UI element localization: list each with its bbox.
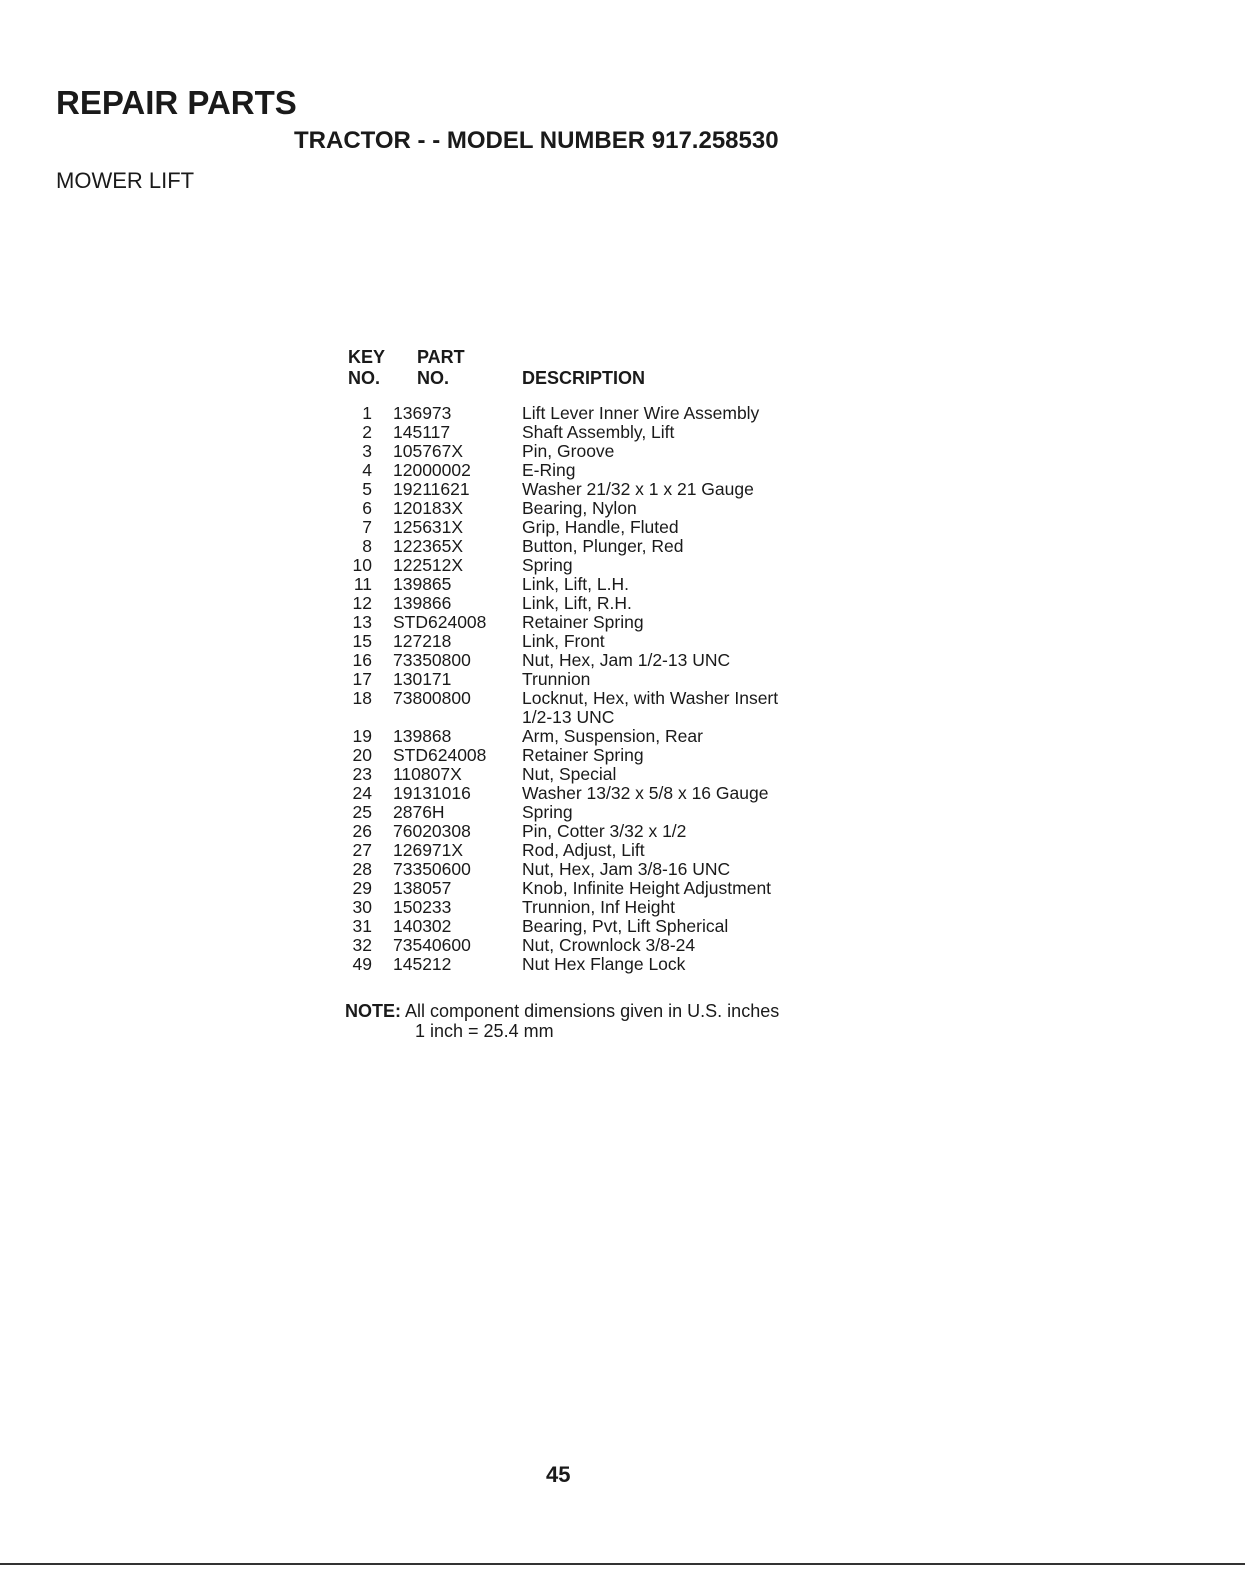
table-row xyxy=(340,556,860,575)
part-key-no: 6 xyxy=(362,498,372,518)
part-key-no: 5 xyxy=(362,479,372,499)
part-description: Link, Front xyxy=(522,631,605,651)
part-description: Bearing, Pvt, Lift Spherical xyxy=(522,916,729,936)
part-description: Nut, Crownlock 3/8-24 xyxy=(522,935,696,955)
part-no: 105767X xyxy=(393,441,464,461)
table-row xyxy=(340,689,860,708)
part-description: Washer 13/32 x 5/8 x 16 Gauge xyxy=(522,783,769,803)
table-row xyxy=(340,708,860,727)
part-description: Washer 21/32 x 1 x 21 Gauge xyxy=(522,479,754,499)
part-key-no: 28 xyxy=(352,859,372,879)
part-description: Locknut, Hex, with Washer Insert xyxy=(522,688,779,708)
part-description: Link, Lift, L.H. xyxy=(522,574,629,594)
key-header-line1: KEY xyxy=(348,347,386,367)
part-description: Rod, Adjust, Lift xyxy=(522,840,645,860)
part-key-no: 16 xyxy=(352,650,372,670)
part-no: STD624008 xyxy=(393,745,487,765)
page-number: 45 xyxy=(546,1462,571,1487)
part-key-no: 8 xyxy=(362,536,372,556)
part-description: Spring xyxy=(522,802,573,822)
part-key-no: 32 xyxy=(352,935,372,955)
table-row xyxy=(340,936,860,955)
part-no: 136973 xyxy=(393,403,452,423)
part-description: 1/2-13 UNC xyxy=(522,707,615,727)
part-no: 127218 xyxy=(393,631,452,651)
part-no: 139865 xyxy=(393,574,452,594)
part-no: 122365X xyxy=(393,536,464,556)
part-key-no: 29 xyxy=(352,878,372,898)
page-title: REPAIR PARTS xyxy=(56,84,297,121)
part-key-no: 23 xyxy=(352,764,372,784)
part-key-no: 25 xyxy=(352,802,372,822)
part-key-no: 15 xyxy=(352,631,372,651)
table-row xyxy=(340,784,860,803)
part-description: Bearing, Nylon xyxy=(522,498,637,518)
bottom-rule xyxy=(0,1563,1245,1565)
part-no: 73800800 xyxy=(393,688,471,708)
table-row xyxy=(340,765,860,784)
part-description: Grip, Handle, Fluted xyxy=(522,517,679,537)
part-key-no: 26 xyxy=(352,821,372,841)
part-key-no: 12 xyxy=(352,593,372,613)
part-key-no: 49 xyxy=(352,954,372,974)
part-no: 126971X xyxy=(393,840,464,860)
part-description: Spring xyxy=(522,555,573,575)
part-key-no: 1 xyxy=(362,403,372,423)
part-no: 110807X xyxy=(393,764,462,784)
part-key-no: 24 xyxy=(352,783,372,803)
part-no: 125631X xyxy=(393,517,464,537)
part-key-no: 27 xyxy=(352,840,372,860)
note-line2: 1 inch = 25.4 mm xyxy=(415,1021,554,1041)
part-key-no: 13 xyxy=(352,612,372,632)
part-key-no: 19 xyxy=(352,726,372,746)
table-row xyxy=(340,860,860,879)
part-key-no: 11 xyxy=(353,574,372,594)
description-header: DESCRIPTION xyxy=(522,368,646,388)
part-header-line2: NO. xyxy=(417,368,450,388)
note xyxy=(345,1001,780,1041)
table-row xyxy=(340,518,860,537)
part-key-no: 10 xyxy=(352,555,372,575)
part-key-no: 3 xyxy=(362,441,372,461)
part-no: 150233 xyxy=(393,897,452,917)
part-key-no: 2 xyxy=(362,422,372,442)
table-row xyxy=(340,575,860,594)
part-header-line1: PART xyxy=(417,347,465,367)
table-row xyxy=(340,917,860,936)
table-row xyxy=(340,746,860,765)
part-no: 12000002 xyxy=(393,460,471,480)
table-row xyxy=(340,461,860,480)
table-row xyxy=(340,879,860,898)
table-row xyxy=(340,613,860,632)
part-key-no: 31 xyxy=(352,916,372,936)
key-header-line2: NO. xyxy=(348,368,381,388)
part-description: Retainer Spring xyxy=(522,745,644,765)
part-no: 2876H xyxy=(393,802,445,822)
part-no: 76020308 xyxy=(393,821,471,841)
part-key-no: 7 xyxy=(362,517,372,537)
part-description: E-Ring xyxy=(522,460,576,480)
part-description: Lift Lever Inner Wire Assembly xyxy=(522,403,760,423)
part-no: 139868 xyxy=(393,726,452,746)
part-no: 73540600 xyxy=(393,935,471,955)
part-no: 120183X xyxy=(393,498,464,518)
part-description: Shaft Assembly, Lift xyxy=(522,422,675,442)
table-row xyxy=(340,898,860,917)
part-key-no: 30 xyxy=(352,897,372,917)
part-description: Trunnion, Inf Height xyxy=(522,897,676,917)
table-row xyxy=(340,442,860,461)
table-row xyxy=(340,632,860,651)
note-label: NOTE: xyxy=(345,1001,401,1021)
part-description: Nut, Hex, Jam 1/2-13 UNC xyxy=(522,650,731,670)
part-key-no: 18 xyxy=(352,688,372,708)
table-row xyxy=(340,727,860,746)
part-no: 145117 xyxy=(393,422,451,442)
part-no: 130171 xyxy=(393,669,452,689)
table-row xyxy=(340,822,860,841)
table-row xyxy=(340,803,860,822)
part-no: 145212 xyxy=(393,954,452,974)
table-row xyxy=(340,404,860,423)
parts-list xyxy=(340,404,860,974)
table-row xyxy=(340,670,860,689)
part-description: Pin, Groove xyxy=(522,441,615,461)
table-row xyxy=(340,499,860,518)
note-line1: All component dimensions given in U.S. inches xyxy=(405,1001,780,1021)
section-title: MOWER LIFT xyxy=(56,168,195,193)
key-no-header xyxy=(348,347,385,389)
part-key-no: 17 xyxy=(352,669,372,689)
part-description: Knob, Infinite Height Adjustment xyxy=(522,878,772,898)
part-description: Arm, Suspension, Rear xyxy=(522,726,703,746)
part-description: Button, Plunger, Red xyxy=(522,536,684,556)
part-no: 138057 xyxy=(393,878,452,898)
table-row xyxy=(340,423,860,442)
part-no: 140302 xyxy=(393,916,452,936)
part-no: STD624008 xyxy=(393,612,487,632)
part-no: 73350600 xyxy=(393,859,471,879)
part-no: 122512X xyxy=(393,555,464,575)
table-row xyxy=(340,841,860,860)
part-no: 139866 xyxy=(393,593,452,613)
table-row xyxy=(340,955,860,974)
part-no-header xyxy=(417,347,465,389)
part-key-no: 20 xyxy=(352,745,372,765)
part-description: Trunnion xyxy=(522,669,591,689)
part-description: Nut, Special xyxy=(522,764,617,784)
table-row xyxy=(340,480,860,499)
part-description: Retainer Spring xyxy=(522,612,644,632)
table-row xyxy=(340,594,860,613)
part-description: Nut, Hex, Jam 3/8-16 UNC xyxy=(522,859,731,879)
part-no: 19131016 xyxy=(393,783,471,803)
model-heading: TRACTOR - - MODEL NUMBER 917.258530 xyxy=(294,127,779,154)
part-description: Pin, Cotter 3/32 x 1/2 xyxy=(522,821,687,841)
part-no: 73350800 xyxy=(393,650,471,670)
table-row xyxy=(340,537,860,556)
part-key-no: 4 xyxy=(362,460,372,480)
table-row xyxy=(340,651,860,670)
part-description: Link, Lift, R.H. xyxy=(522,593,632,613)
part-description: Nut Hex Flange Lock xyxy=(522,954,686,974)
part-no: 19211621 xyxy=(393,479,470,499)
